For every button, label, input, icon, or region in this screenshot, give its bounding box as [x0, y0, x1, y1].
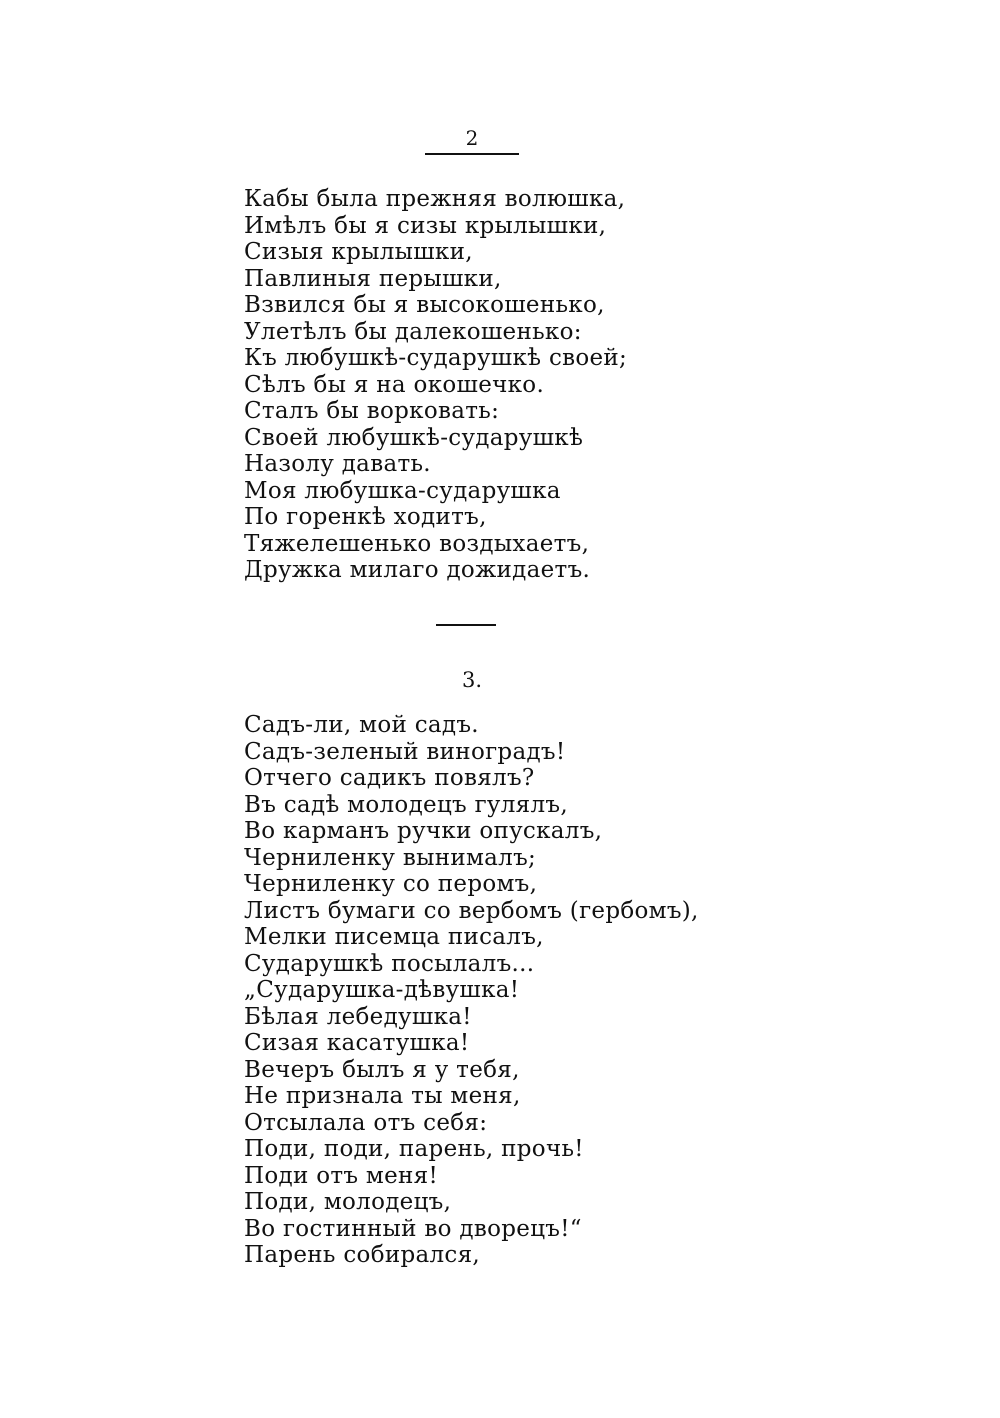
poem-number: 3.	[461, 668, 483, 692]
poem-line: Садъ-зеленый виноградъ!	[244, 738, 566, 765]
poem-line: Во карманъ ручки опускалъ,	[244, 818, 603, 844]
poem-line: Взвился бы я высокошенько,	[244, 292, 605, 318]
poem-line: Сизыя крылышки,	[244, 239, 473, 265]
poem-line: Черниленку вынималъ;	[244, 844, 537, 871]
poem-line: Своей любушкѣ-сударушкѣ	[244, 424, 584, 451]
poem-line: Вечеръ былъ я у тебя,	[244, 1056, 520, 1083]
poem-line: Тяжелешенько воздыхаетъ,	[244, 530, 590, 557]
poem-line: Мелки писемца писалъ,	[244, 924, 544, 950]
poem-line: Сѣлъ бы я на окошечко.	[244, 371, 545, 398]
poem-line: Къ любушкѣ-сударушкѣ своей;	[244, 345, 628, 371]
poem-line: Павлиныя перышки,	[244, 265, 502, 292]
poem-line: Въ садѣ молодецъ гулялъ,	[244, 791, 568, 818]
poem-line: Парень собирался,	[244, 1242, 481, 1268]
poem-line: Черниленку со перомъ,	[244, 871, 538, 897]
poem-line: По горенкѣ ходитъ,	[244, 504, 487, 530]
poem-line: Отчего садикъ повялъ?	[244, 765, 535, 791]
poem-line: Дружка милаго дожидаетъ.	[244, 557, 591, 583]
poem-line: Садъ-ли, мой садъ.	[244, 712, 479, 738]
poem-2-stanza	[244, 712, 699, 1269]
poem-line: „Сударушка-дѣвушка!	[244, 977, 520, 1003]
poem-line: Во гостинный во дворецъ!“	[244, 1215, 582, 1242]
poem-line: Улетѣлъ бы далекошенько:	[244, 318, 582, 345]
poem-line: Поди, молодецъ,	[244, 1189, 452, 1215]
poem-line: Имѣлъ бы я сизы крылышки,	[244, 212, 607, 239]
page-number-rule	[425, 153, 519, 155]
poem-line: Бѣлая лебедушка!	[244, 1003, 472, 1030]
poem-line: Отсылала отъ себя:	[244, 1109, 488, 1136]
page-number: 2	[465, 126, 479, 150]
poem-line: Моя любушка-сударушка	[244, 477, 561, 504]
poem-line: Листъ бумаги со вербомъ (гербомъ),	[244, 897, 699, 924]
poem-line: Сталъ бы ворковать:	[244, 398, 500, 424]
poem-line: Поди отъ меня!	[244, 1162, 439, 1189]
poem-1-stanza	[244, 186, 627, 584]
poem-line: Не признала ты меня,	[244, 1083, 521, 1109]
poem-line: Поди, поди, парень, прочь!	[244, 1136, 584, 1162]
poem-line: Сизая касатушка!	[244, 1030, 470, 1056]
poem-line: Сударушкѣ посылалъ...	[244, 950, 535, 977]
poem-line: Назолу давать.	[244, 451, 431, 477]
poem-line: Кабы была прежняя волюшка,	[244, 186, 626, 212]
section-divider	[436, 624, 496, 626]
